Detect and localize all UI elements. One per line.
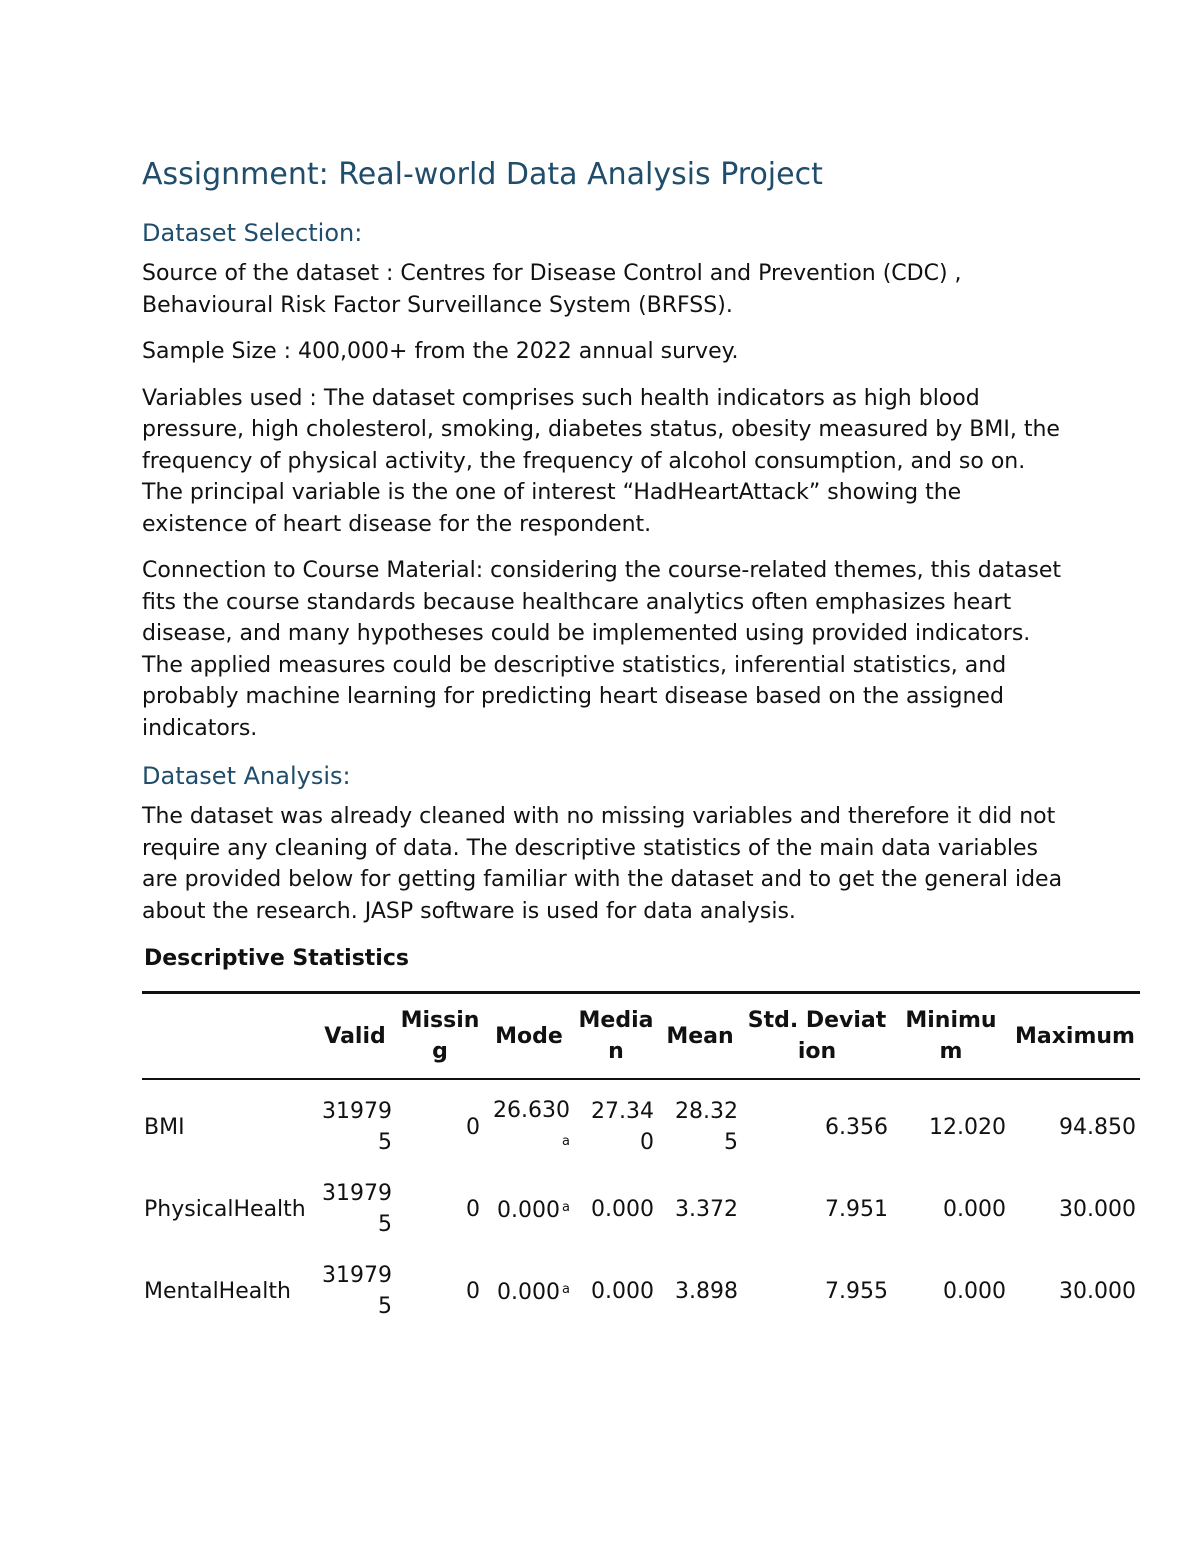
cell-max: 30.000	[1059, 1196, 1136, 1222]
table-header-row	[142, 993, 1140, 1080]
cell-median: 0.000	[591, 1278, 654, 1304]
paragraph-analysis: The dataset was already cleaned with no missing variables and therefore it did not require any cleaning of data. The descriptive statistics of the main data variables are provided below for getting familiar with the dataset and to get the general idea about the research. JASP software is used for data analysis.	[142, 804, 1063, 924]
header-mean: Mean	[666, 1023, 734, 1049]
header-std-deviation: Std. Deviation	[747, 1008, 887, 1064]
cell-min: 12.020	[929, 1114, 1006, 1140]
cell-missing: 0	[466, 1114, 480, 1140]
mode-value: 26.630	[493, 1097, 570, 1123]
mode-value: 0.000	[497, 1198, 561, 1223]
document-title: Assignment: Real-world Data Analysis Project	[142, 157, 823, 192]
header-median: Median	[578, 1008, 654, 1064]
table-row	[142, 1250, 1140, 1332]
descriptive-statistics-table	[142, 991, 1140, 1332]
cell-min: 0.000	[943, 1278, 1006, 1304]
cell-median: 0.000	[591, 1196, 654, 1222]
header-minimum: Minimum	[905, 1008, 997, 1064]
paragraph-sample-size: Sample Size : 400,000+ from the 2022 annual survey.	[142, 339, 739, 364]
footnote-marker: a	[562, 1200, 570, 1215]
cell-std: 7.951	[825, 1196, 888, 1222]
footnote-marker: a	[562, 1282, 570, 1297]
cell-mean: 28.325	[675, 1099, 738, 1155]
section-heading-dataset-selection: Dataset Selection:	[142, 219, 363, 247]
footnote-marker: a	[562, 1133, 570, 1149]
cell-valid: 319795	[322, 1099, 392, 1155]
cell-missing: 0	[466, 1196, 480, 1222]
cell-mean: 3.898	[675, 1278, 738, 1304]
cell-mean: 3.372	[675, 1196, 738, 1222]
paragraph-variables: Variables used : The dataset comprises such health indicators as high blood pressure, high cholesterol, smoking, diabetes status, obesity measured by BMI, the frequency of physical activity, the frequency of alcohol consumption, and so on. The principal variable is the one of interest “HadHeartAttack” showing the existence of heart disease for the respondent.	[142, 385, 1060, 537]
paragraph-source: Source of the dataset : Centres for Disease Control and Prevention (CDC) , Behavioural Risk Factor Surveillance System (BRFSS).	[142, 261, 962, 318]
row-name: PhysicalHealth	[144, 1196, 306, 1222]
mode-value: 0.000	[497, 1280, 561, 1305]
header-missing: Missing	[400, 1008, 480, 1064]
cell-max: 94.850	[1059, 1114, 1136, 1140]
cell-valid: 319795	[322, 1263, 392, 1319]
header-maximum: Maximum	[1015, 1023, 1135, 1049]
cell-missing: 0	[466, 1278, 480, 1304]
cell-std: 7.955	[825, 1278, 888, 1304]
table-row	[142, 1079, 1140, 1168]
cell-mode	[484, 1168, 574, 1250]
cell-mode	[484, 1079, 574, 1168]
row-name: MentalHealth	[144, 1278, 291, 1304]
header-valid: Valid	[324, 1023, 386, 1049]
cell-max: 30.000	[1059, 1278, 1136, 1304]
header-variable	[142, 993, 314, 1080]
cell-valid: 319795	[322, 1181, 392, 1237]
header-mode: Mode	[495, 1023, 563, 1049]
cell-median: 27.340	[591, 1099, 654, 1155]
section-heading-dataset-analysis: Dataset Analysis:	[142, 762, 351, 790]
cell-std: 6.356	[825, 1114, 888, 1140]
paragraph-connection: Connection to Course Material: considering the course-related themes, this dataset fits the course standards because healthcare analytics often emphasizes heart disease, and many hypotheses could be implemented using provided indicators. The applied measures could be descriptive statistics, inferential statistics, and probably machine learning for predicting heart disease based on the assigned indicators.	[142, 558, 1061, 741]
document-page	[142, 152, 1142, 1332]
row-name: BMI	[144, 1114, 185, 1140]
cell-mode	[484, 1250, 574, 1332]
table-row	[142, 1168, 1140, 1250]
cell-min: 0.000	[943, 1196, 1006, 1222]
table-title: Descriptive Statistics	[144, 946, 409, 971]
